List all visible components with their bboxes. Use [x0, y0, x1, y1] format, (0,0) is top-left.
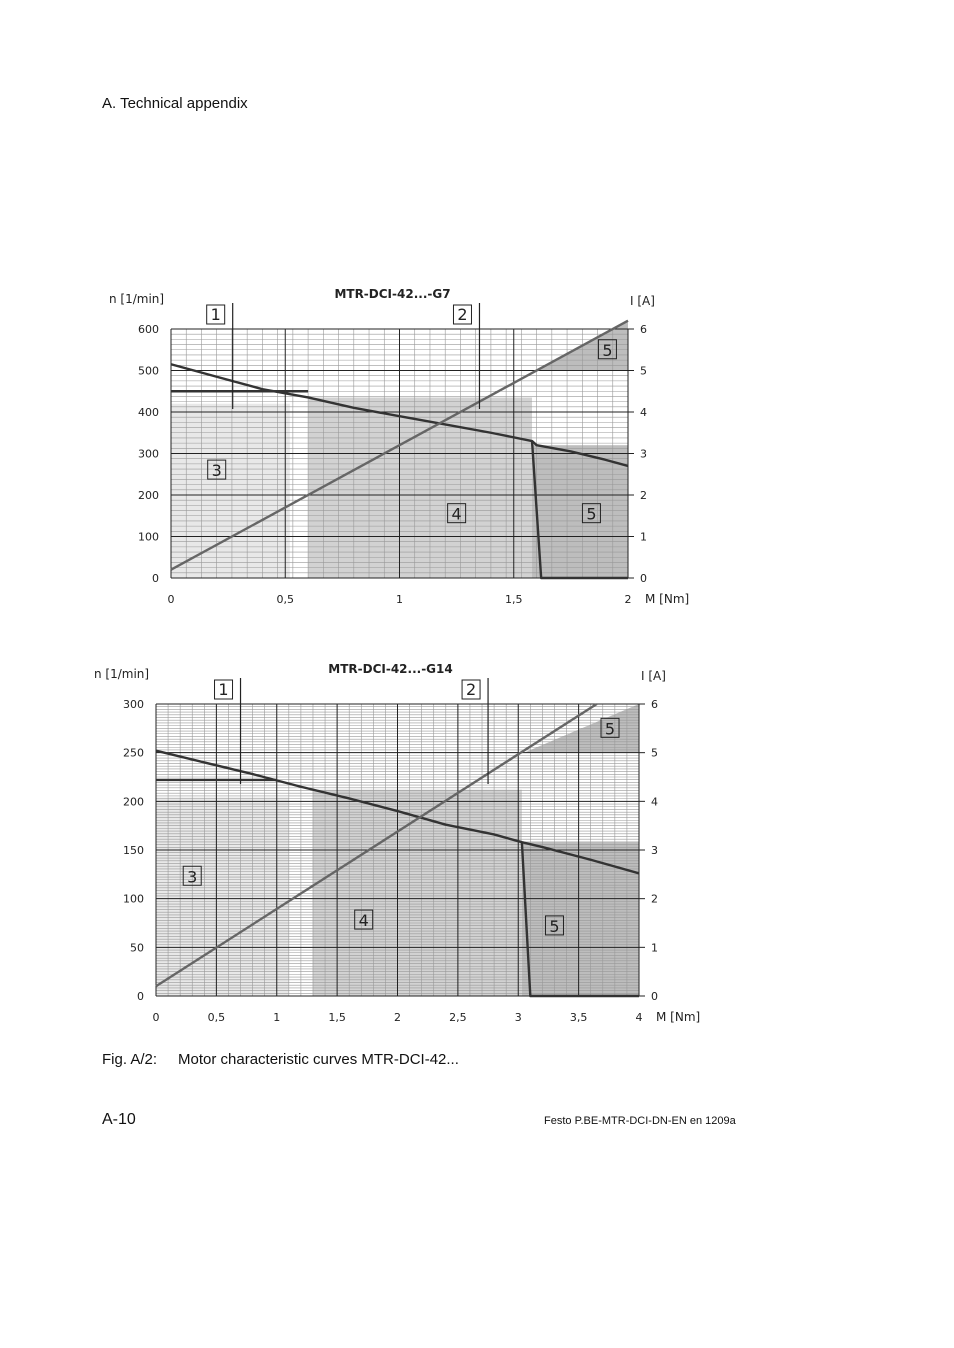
document-reference: Festo P.BE-MTR-DCI-DN-EN en 1209a [544, 1115, 736, 1127]
x-tick-label: 3 [514, 1011, 522, 1024]
y-tick-label: 200 [138, 489, 159, 502]
region-label: 5 [602, 340, 613, 360]
y2-tick-label: 1 [640, 530, 647, 544]
x-tick-label: 1 [396, 593, 403, 606]
region-5 [522, 842, 639, 996]
marker-label-1: 1 [210, 305, 221, 324]
y2-axis-label: I [A] [641, 669, 666, 683]
x-tick-label: 1 [273, 1011, 281, 1024]
marker-label-2: 2 [457, 305, 468, 324]
y-tick-label: 0 [152, 572, 159, 585]
y-tick-label: 300 [138, 447, 159, 461]
y2-tick-label: 4 [640, 406, 647, 419]
y-axis-label: n [1/min] [109, 292, 165, 306]
x-tick-label: 1,5 [328, 1011, 346, 1024]
grid [156, 704, 639, 996]
y-tick-label: 400 [138, 406, 159, 419]
x-tick-label: 3,5 [569, 1011, 588, 1024]
y2-tick-label: 4 [651, 795, 658, 809]
x-tick-label: 1,5 [505, 593, 523, 606]
x-axis-label: M [Nm] [645, 592, 690, 606]
y2-tick-label: 2 [651, 892, 658, 906]
region-label: 5 [604, 719, 616, 739]
y-tick-label: 250 [123, 746, 144, 760]
chart-g14 [0, 655, 954, 1025]
x-tick-label: 0,5 [207, 1011, 226, 1024]
y-tick-label: 100 [123, 892, 144, 906]
y2-tick-label: 1 [651, 941, 658, 955]
y-tick-label: 50 [130, 941, 144, 955]
x-tick-label: 0 [167, 593, 175, 606]
region-4 [313, 790, 522, 996]
y-tick-label: 600 [138, 323, 159, 336]
y-tick-label: 500 [138, 364, 159, 378]
x-tick-label: 2 [624, 593, 632, 606]
y-axis-label: n [1/min] [94, 667, 150, 681]
x-axis-label: M [Nm] [656, 1010, 701, 1024]
figure-caption-label: Fig. A/2: [102, 1051, 158, 1068]
section-header: A. Technical appendix [102, 95, 248, 112]
region-label: 3 [187, 867, 198, 887]
y-tick-label: 0 [137, 990, 144, 1003]
region-label: 4 [358, 911, 369, 931]
y2-tick-label: 3 [640, 447, 647, 461]
y2-tick-label: 6 [640, 323, 647, 336]
chart-title: MTR-DCI-42...-G7 [334, 287, 451, 301]
y-tick-label: 200 [123, 795, 144, 809]
y2-tick-label: 0 [651, 990, 658, 1003]
region-label: 5 [586, 504, 597, 524]
region-label: 5 [549, 916, 560, 936]
x-tick-label: 2,5 [449, 1011, 467, 1024]
region-label: 3 [211, 461, 222, 481]
x-tick-label: 0 [152, 1011, 160, 1024]
y-tick-label: 100 [138, 530, 159, 544]
y2-tick-label: 0 [640, 572, 647, 585]
region-label: 4 [451, 504, 462, 524]
y-tick-label: 300 [123, 698, 144, 711]
y2-axis-label: I [A] [630, 294, 655, 308]
page-number: A-10 [102, 1111, 136, 1128]
x-tick-label: 2 [394, 1011, 401, 1024]
marker-label-1: 1 [218, 680, 229, 699]
y2-tick-label: 6 [651, 698, 658, 711]
y2-tick-label: 3 [651, 844, 658, 857]
y2-tick-label: 5 [651, 746, 658, 760]
marker-label-2: 2 [465, 680, 477, 699]
chart-g7 [0, 280, 954, 620]
y2-tick-label: 2 [640, 489, 647, 502]
region-4 [308, 397, 532, 578]
y2-tick-label: 5 [640, 364, 647, 378]
y-tick-label: 150 [123, 844, 144, 857]
figure-caption-text: Motor characteristic curves MTR-DCI-42... [178, 1051, 459, 1068]
x-tick-label: 4 [635, 1011, 643, 1024]
chart-title: MTR-DCI-42...-G14 [328, 662, 453, 676]
x-tick-label: 0,5 [276, 593, 294, 606]
region-5 [532, 445, 628, 578]
